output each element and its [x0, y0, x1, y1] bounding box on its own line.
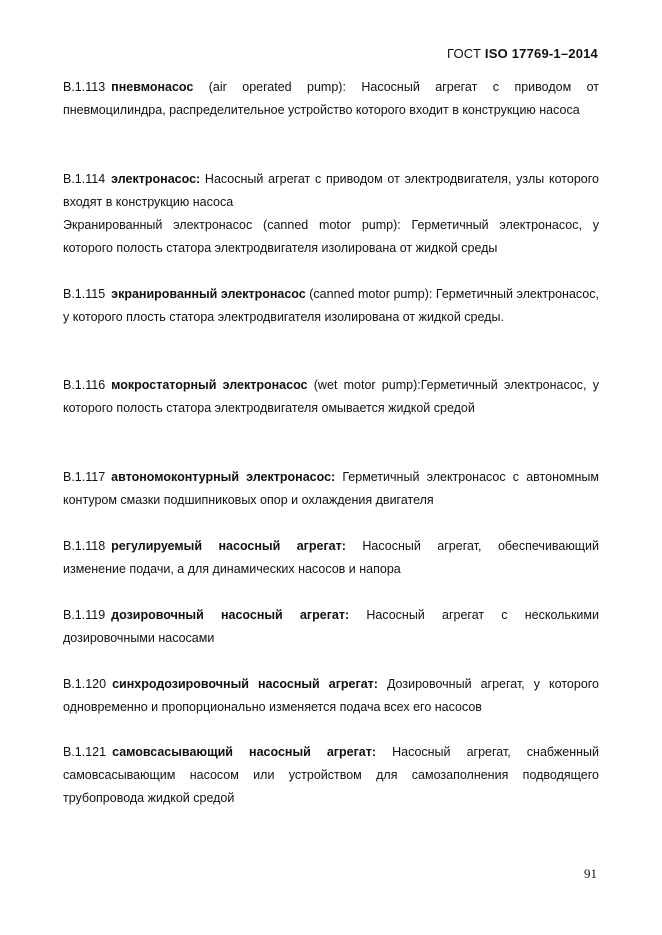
entry-term: электронасос:	[111, 172, 201, 186]
entry-term: экранированный электронасос	[111, 287, 306, 301]
entry-term: самовсасывающий насосный агрегат:	[112, 745, 377, 759]
entry-text: Герметичный электронасос с автономным контуром смазки подшипниковых опор и охлаждения двигателя	[63, 470, 599, 507]
entry-term: пневмонасос	[111, 80, 194, 94]
entry-b-1-116	[63, 374, 599, 420]
entry-term: дозировочный насосный агрегат:	[111, 608, 350, 622]
entry-number: B.1.113	[63, 80, 106, 94]
entry-text: Насосный агрегат с несколькими дозировочными насосами	[63, 608, 599, 645]
page-number: 91	[584, 866, 597, 881]
entry-b-1-113	[63, 76, 599, 122]
header-standard: ISO 17769-1–2014	[484, 46, 598, 61]
entry-number: B.1.119	[63, 608, 106, 622]
entry-number: B.1.114	[63, 172, 106, 186]
page-header	[447, 46, 598, 61]
entry-number: B.1.117	[63, 470, 106, 484]
entry-extra-text: Экранированный электронасос (canned motor pump): Герметичный электронасос, у которого полость статора электродвигателя изолирована от жидкой среды	[63, 218, 599, 255]
entry-b-1-114	[63, 168, 599, 260]
entry-text: Насосный агрегат с приводом от электродвигателя, узлы которого входят в конструкцию насоса	[63, 172, 599, 209]
entry-term: регулируемый насосный агрегат:	[111, 539, 346, 553]
entry-b-1-121	[63, 741, 599, 810]
entry-b-1-117	[63, 466, 599, 512]
entry-b-1-120	[63, 673, 599, 719]
entry-number: B.1.118	[63, 539, 106, 553]
entry-text: (canned motor pump): Герметичный электронасос, у которого плость статора электродвигателя изолирована от жидкой среды.	[63, 287, 599, 324]
header-prefix: ГОСТ	[446, 46, 482, 61]
entry-b-1-115	[63, 283, 599, 329]
entry-text: Насосный агрегат, обеспечивающий изменение подачи, а для динамических насосов и напора	[63, 539, 599, 576]
entry-text: Насосный агрегат, снабженный самовсасывающим насосом или устройством для самозаполнения подводящего трубопровода жидкой средой	[63, 745, 600, 805]
entry-term: мокростаторный электронасос	[111, 378, 308, 392]
entry-text: (air operated pump): Насосный агрегат с приводом от пневмоцилиндра, распределительное устройство которого входит в конструкцию насоса	[63, 80, 599, 117]
entry-text: Дозировочный агрегат, у которого одновременно и пропорционально изменяется подача всех его насосов	[63, 677, 600, 714]
entry-text: (wet motor pump):Герметичный электронасос, у которого полость статора электродвигателя омывается жидкой средой	[63, 378, 600, 415]
entry-number: B.1.121	[63, 745, 107, 759]
entry-term: автономоконтурный электронасос:	[111, 470, 336, 484]
entry-number: B.1.116	[63, 378, 106, 392]
entry-b-1-118	[63, 535, 599, 581]
entry-number: B.1.115	[63, 287, 106, 301]
entry-term: синхродозировочный насосный агрегат:	[112, 677, 378, 691]
entry-b-1-119	[63, 604, 599, 650]
entry-number: B.1.120	[63, 677, 107, 691]
